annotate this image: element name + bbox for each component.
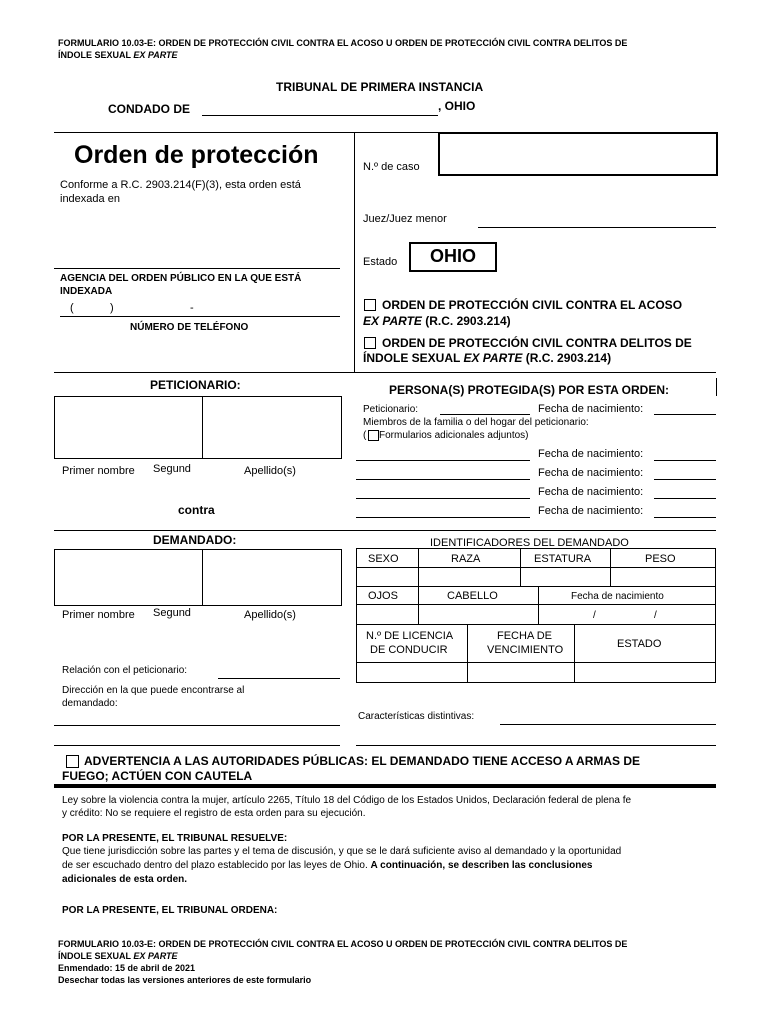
warning-thick-rule xyxy=(54,784,716,788)
family-member-4-dob-input[interactable] xyxy=(654,517,716,518)
family-member-1-dob-label: Fecha de nacimiento: xyxy=(538,448,644,460)
phone-dash: - xyxy=(190,302,194,314)
identifiers-title: IDENTIFICADORES DEL DEMANDADO xyxy=(430,537,629,549)
petitioner-name-box[interactable] xyxy=(54,396,342,459)
sexual-offense-order-checkbox[interactable] xyxy=(364,337,376,349)
id-expiry-header-line2: VENCIMIENTO xyxy=(487,644,564,656)
agency-label-line2: INDEXADA xyxy=(60,286,113,297)
respondent-divider xyxy=(54,530,716,531)
footer-ex-parte: EX PARTE xyxy=(133,951,178,961)
relationship-label: Relación con el peticionario: xyxy=(62,665,188,676)
respondent-name-divider xyxy=(202,549,203,606)
id-row-line-5 xyxy=(356,662,716,663)
protected-petitioner-input[interactable] xyxy=(440,414,530,415)
id-row-line-3 xyxy=(356,604,716,605)
indexed-text-line2: indexada en xyxy=(60,193,120,205)
protected-persons-title: PERSONA(S) PROTEGIDA(S) POR ESTA ORDEN: xyxy=(389,383,670,397)
id-state-header: ESTADO xyxy=(617,638,662,650)
family-members-label: Miembros de la familia o del hogar del peticionario: xyxy=(363,417,589,428)
id-col-raza xyxy=(520,548,521,586)
address-input-line1[interactable] xyxy=(54,725,340,726)
address-label-line1: Dirección en la que puede encontrarse al xyxy=(62,685,245,696)
id-expiry-header-line1: FECHA DE xyxy=(497,630,553,642)
firearms-warning-line1: ADVERTENCIA A LAS AUTORIDADES PÚBLICAS: EL DEMANDADO TIENE ACCESO A ARMAS DE xyxy=(84,754,641,768)
center-divider xyxy=(354,132,355,372)
respondent-title: DEMANDADO: xyxy=(153,533,237,547)
address-input-line2[interactable] xyxy=(54,745,340,746)
family-member-3-dob-input[interactable] xyxy=(654,498,716,499)
respondent-middle-name-label: Segund xyxy=(153,607,191,619)
vawa-text-line1: Ley sobre la violencia contra la mujer, artículo 2265, Título 18 del Código de los Estados Unidos, Declaración federal de plena fe xyxy=(62,795,632,806)
respondent-first-name-label: Primer nombre xyxy=(62,609,135,621)
court-finds-line3: adicionales de esta orden. xyxy=(62,874,188,885)
agency-label-line1: AGENCIA DEL ORDEN PÚBLICO EN LA QUE ESTÁ xyxy=(60,273,302,284)
id-col-ojos xyxy=(418,586,419,624)
sexual-offense-code: (R.C. 2903.214) xyxy=(522,351,612,365)
id-eyes-header: OJOS xyxy=(368,590,398,602)
additional-forms-label: Formularios adicionales adjuntos) xyxy=(379,430,529,441)
id-col-expiry xyxy=(574,624,575,683)
petitioner-first-name-label: Primer nombre xyxy=(62,465,135,477)
id-col-sexo xyxy=(418,548,419,586)
id-row-line-1 xyxy=(356,567,716,568)
family-member-3-dob-label: Fecha de nacimiento: xyxy=(538,486,644,498)
indexed-agency-line xyxy=(54,268,340,269)
footer-form-line2 xyxy=(58,951,178,961)
order-title: Orden de protección xyxy=(74,141,319,169)
vawa-text-line2: y crédito: No se requiere el registro de esta orden para su ejecución. xyxy=(62,808,366,819)
family-member-4-input[interactable] xyxy=(356,517,530,518)
distinctive-marks-input[interactable] xyxy=(500,724,716,725)
additional-forms-open: ( xyxy=(363,430,367,441)
id-dob-slash2: / xyxy=(654,610,657,621)
id-weight-header: PESO xyxy=(645,553,676,565)
county-label: CONDADO DE xyxy=(108,102,191,116)
family-member-2-input[interactable] xyxy=(356,479,530,480)
case-number-label: N.º de caso xyxy=(363,161,420,173)
address-label-line2: demandado: xyxy=(62,698,118,709)
state-label: Estado xyxy=(363,256,398,268)
state-value: OHIO xyxy=(430,246,477,266)
ohio-suffix: , OHIO xyxy=(438,99,476,113)
court-finds-title: POR LA PRESENTE, EL TRIBUNAL RESUELVE: xyxy=(62,833,288,844)
family-member-3-input[interactable] xyxy=(356,498,530,499)
court-finds-line2-text: de ser escuchado dentro del plazo establecido por las leyes de Ohio. xyxy=(62,860,371,871)
additional-forms-checkbox[interactable] xyxy=(368,430,379,441)
distinctive-marks-input-line2[interactable] xyxy=(356,745,716,746)
form-header-line1: FORMULARIO 10.03-E: ORDEN DE PROTECCIÓN CIVIL CONTRA EL ACOSO U ORDEN DE PROTECCIÓN CIVIL CONTRA DELITOS DE xyxy=(58,38,628,48)
protected-title-right-edge xyxy=(716,378,717,396)
id-col-license xyxy=(467,624,468,683)
sexual-offense-order-line1: ORDEN DE PROTECCIÓN CIVIL CONTRA DELITOS DE xyxy=(382,336,692,350)
petitioner-last-name-label: Apellido(s) xyxy=(244,465,296,477)
footer-index-text: ÍNDOLE SEXUAL xyxy=(58,951,134,961)
judge-input-line[interactable] xyxy=(478,227,716,228)
relationship-input[interactable] xyxy=(218,678,340,679)
harassment-order-line2 xyxy=(363,314,511,328)
firearms-warning-checkbox[interactable] xyxy=(66,755,79,768)
form-header-ex-parte: EX PARTE xyxy=(133,50,178,60)
respondent-last-name-label: Apellido(s) xyxy=(244,609,296,621)
harassment-order-checkbox[interactable] xyxy=(364,299,376,311)
judge-label: Juez/Juez menor xyxy=(363,213,447,225)
distinctive-marks-label: Características distintivas: xyxy=(358,711,475,722)
footer-form-line1: FORMULARIO 10.03-E: ORDEN DE PROTECCIÓN CIVIL CONTRA EL ACOSO U ORDEN DE PROTECCIÓN CIVIL CONTRA DELITOS DE xyxy=(58,939,628,949)
id-race-header: RAZA xyxy=(451,553,481,565)
phone-area-open: ( xyxy=(70,302,74,314)
id-license-header-line2: DE CONDUCIR xyxy=(370,644,448,656)
id-hair-header: CABELLO xyxy=(447,590,498,602)
protected-petitioner-dob-label: Fecha de nacimiento: xyxy=(538,403,644,415)
contra-label: contra xyxy=(178,503,215,517)
sexual-offense-order-line2 xyxy=(363,351,611,365)
footer-discard-note: Desechar todas las versiones anteriores de este formulario xyxy=(58,975,312,985)
county-input-line[interactable] xyxy=(202,115,438,116)
id-dob-header: Fecha de nacimiento xyxy=(571,591,664,602)
petitioner-title: PETICIONARIO: xyxy=(150,378,241,392)
form-header-index-text: ÍNDOLE SEXUAL xyxy=(58,50,134,60)
mid-divider xyxy=(54,372,716,373)
id-row-line-4 xyxy=(356,624,716,625)
indexed-text-line1: Conforme a R.C. 2903.214(F)(3), esta orden está xyxy=(60,179,301,191)
petitioner-name-divider xyxy=(202,396,203,459)
family-member-1-input[interactable] xyxy=(356,460,530,461)
family-member-2-dob-input[interactable] xyxy=(654,479,716,480)
court-orders-title: POR LA PRESENTE, EL TRIBUNAL ORDENA: xyxy=(62,905,278,916)
id-col-estatura xyxy=(610,548,611,586)
harassment-ex-parte: EX PARTE xyxy=(363,314,422,328)
phone-label: NÚMERO DE TELÉFONO xyxy=(130,322,249,333)
court-title: TRIBUNAL DE PRIMERA INSTANCIA xyxy=(276,80,484,94)
phone-area-close: ) xyxy=(110,302,114,314)
footer-amended-date: Enmendado: 15 de abril de 2021 xyxy=(58,963,196,973)
harassment-order-line1: ORDEN DE PROTECCIÓN CIVIL CONTRA EL ACOSO xyxy=(382,298,683,312)
id-height-header: ESTATURA xyxy=(534,553,592,565)
id-sex-header: SEXO xyxy=(368,553,399,565)
phone-input-line[interactable] xyxy=(60,316,340,317)
firearms-warning-line2: FUEGO; ACTÚEN CON CAUTELA xyxy=(62,769,253,783)
family-member-2-dob-label: Fecha de nacimiento: xyxy=(538,467,644,479)
petitioner-middle-name-label: Segund xyxy=(153,463,191,475)
harassment-code: (R.C. 2903.214) xyxy=(421,314,511,328)
sexual-offense-index-text: ÍNDOLE SEXUAL xyxy=(363,351,464,365)
id-row-line-2 xyxy=(356,586,716,587)
protected-petitioner-label: Peticionario: xyxy=(363,404,419,415)
id-col-cabello xyxy=(538,586,539,624)
case-number-input[interactable] xyxy=(438,132,718,176)
respondent-name-box[interactable] xyxy=(54,549,342,606)
court-finds-line1: Que tiene jurisdicción sobre las partes y el tema de discusión, y que se le dará suficiente aviso al demandado y la oportunidad xyxy=(62,846,622,857)
court-finds-line2 xyxy=(62,860,592,871)
family-member-1-dob-input[interactable] xyxy=(654,460,716,461)
court-finds-line2-bold: A continuación, se describen las conclusiones xyxy=(370,860,593,871)
protected-petitioner-dob-input[interactable] xyxy=(654,414,716,415)
form-header-line2 xyxy=(58,50,178,60)
family-member-4-dob-label: Fecha de nacimiento: xyxy=(538,505,644,517)
id-dob-slash1: / xyxy=(593,610,596,621)
sexual-offense-ex-parte: EX PARTE xyxy=(463,351,523,365)
id-license-header-line1: N.º DE LICENCIA xyxy=(366,630,454,642)
